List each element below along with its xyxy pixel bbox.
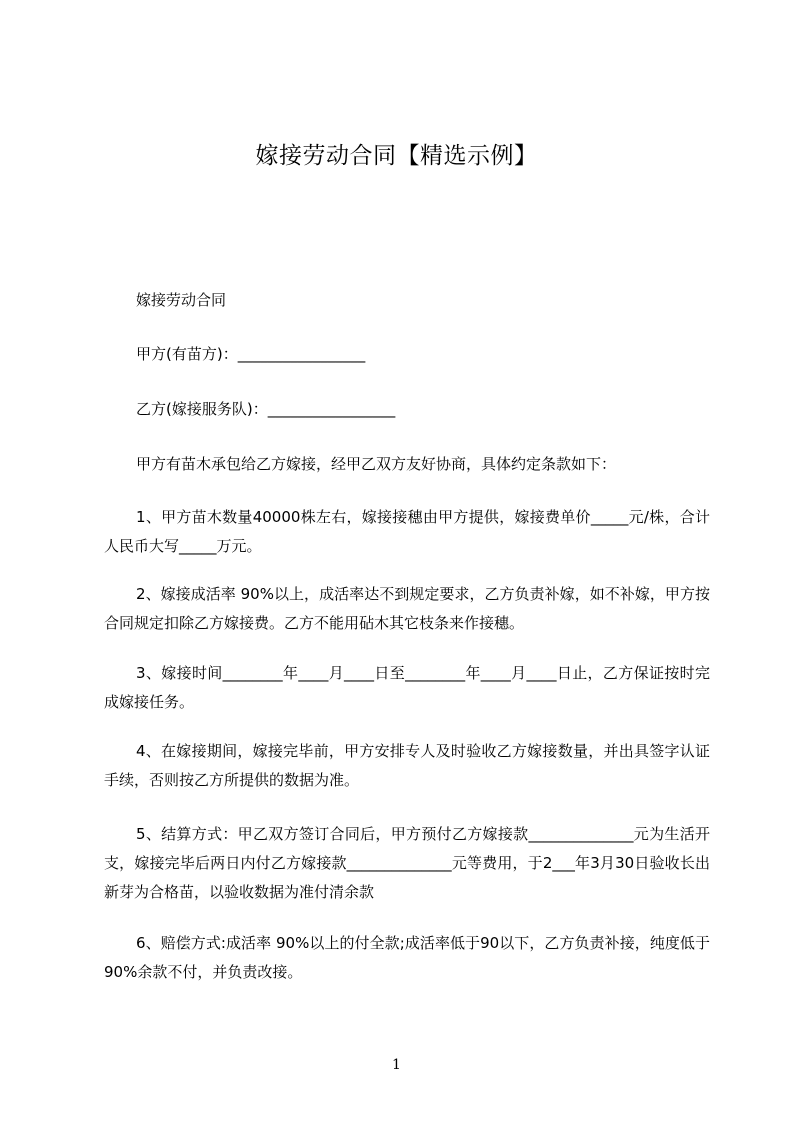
clause-6-paragraph: 6、赔偿方式:成活率 90%以上的付全款;成活率低于90以下，乙方负责补接，纯度低于90%余款不付，并负责改接。 (104, 934, 710, 981)
document-title: 嫁接劳动合同【精选示例】 (255, 143, 538, 169)
clause-1-paragraph: 1、甲方苗木数量40000株左右，嫁接接穗由甲方提供，嫁接费单价_____元/株，合计人民币大写_____万元。 (104, 508, 710, 555)
preamble-paragraph: 甲方有苗木承包给乙方嫁接，经甲乙双方友好协商，具体约定条款如下： (136, 455, 617, 473)
clause-2-paragraph: 2、嫁接成活率 90%以上，成活率达不到规定要求，乙方负责补嫁，如不补嫁，甲方按合同规定扣除乙方嫁接费。乙方不能用砧木其它枝条来作接穗。 (104, 585, 710, 632)
page-number: 1 (392, 1057, 401, 1073)
contract-heading: 嫁接劳动合同 (136, 291, 227, 309)
clause-3-paragraph: 3、嫁接时间________年____月____日至________年____月____日止，乙方保证按时完成嫁接任务。 (104, 664, 710, 711)
clause-5-paragraph: 5、结算方式：甲乙双方签订合同后，甲方预付乙方嫁接款______________元为生活开支，嫁接完毕后两日内付乙方嫁接款______________元等费用，于2___年3月30日验收长出新芽为合格苗，以验收数据为准付清余款 (104, 825, 710, 901)
clause-4-paragraph: 4、在嫁接期间，嫁接完毕前，甲方安排专人及时验收乙方嫁接数量，并出具签字认证手续，否则按乙方所提供的数据为准。 (104, 742, 710, 789)
party-a-line: 甲方(有苗方)：_________________ (136, 345, 366, 363)
party-b-line: 乙方(嫁接服务队)：_________________ (136, 400, 396, 418)
